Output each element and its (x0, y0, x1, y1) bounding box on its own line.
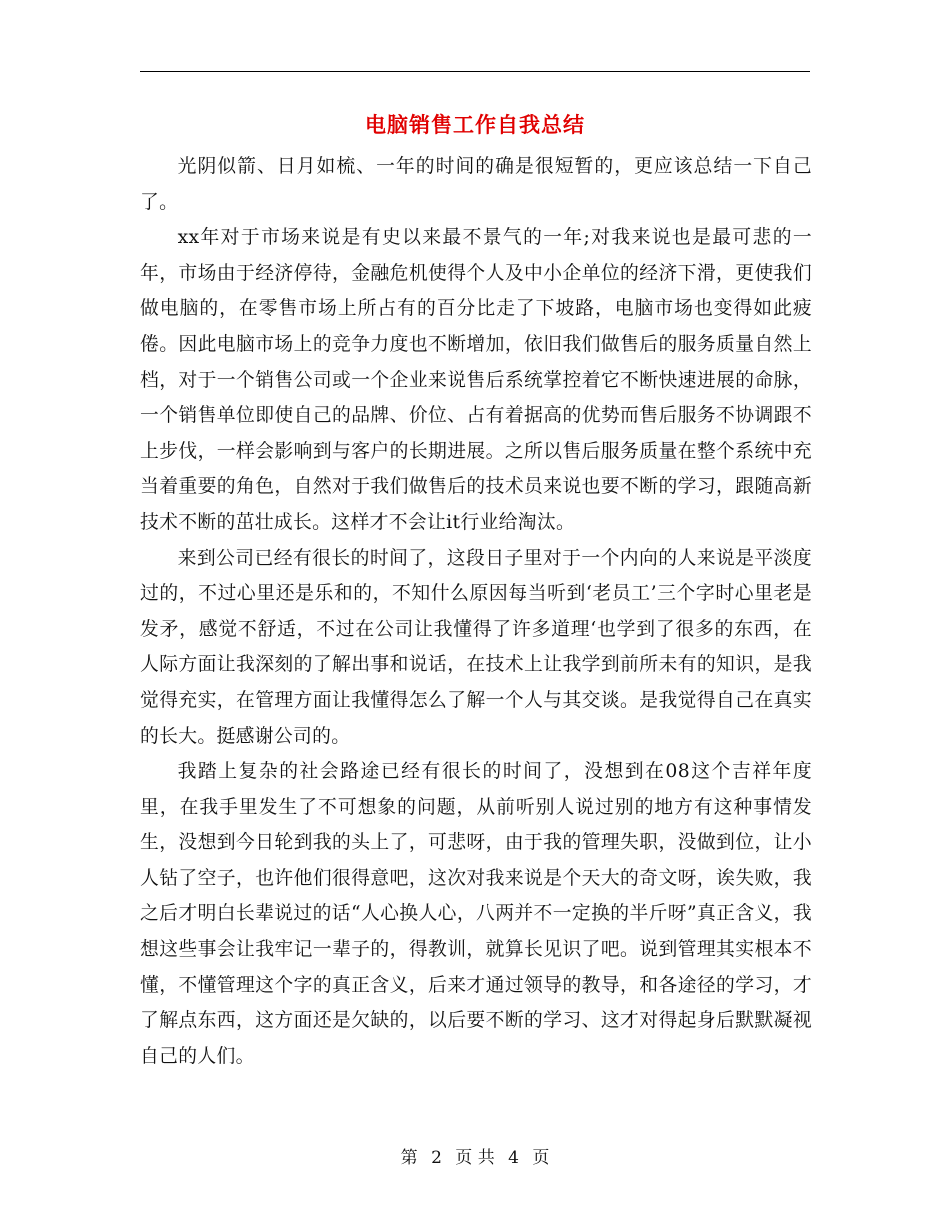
document-title: 电脑销售工作自我总结 (365, 112, 585, 137)
page-footer (0, 1145, 950, 1171)
footer-middle: 页 共 (455, 1148, 495, 1168)
paragraph-2: xx年对于市场来说是有史以来最不景气的一年;对我来说也是最可悲的一年，市场由于经济停待，金融危机使得个人及中小企单位的经济下滑，更使我们做电脑的，在零售市场上所占有的百分比走了下坡路，电脑市场也变得如此疲倦。因此电脑市场上的竞争力度也不断增加，依旧我们做售后的服务质量自然上档，对于一个销售公司或一个企业来说售后系统掌控着它不断快速进展的命脉，一个销售单位即使自己的品牌、价位、占有着据高的优势而售后服务不协调跟不上步伐，一样会影响到与客户的长期进展。之所以售后服务质量在整个系统中充当着重要的角色，自然对于我们做售后的技术员来说也要不断的学习，跟随高新技术不断的茁壮成长。这样才不会让it行业给淘汰。 (140, 227, 812, 533)
paragraph-1: 光阴似箭、日月如梳、一年的时间的确是很短暂的，更应该总结一下自己了。 (140, 156, 812, 213)
document-body (140, 149, 812, 1074)
header-rule (140, 71, 810, 72)
footer-page-number: 2 (431, 1148, 442, 1168)
footer-prefix: 第 (400, 1148, 418, 1168)
paragraph-4: 我踏上复杂的社会路途已经有很长的时间了，没想到在08这个吉祥年度里，在我手里发生了不可想象的问题，从前听别人说过别的地方有这种事情发生，没想到今日轮到我的头上了，可悲呀，由于我的管理失职，没做到位，让小人钻了空子，也许他们很得意吧，这次对我来说是个天大的奇文呀，诶失败，我之后才明白长辈说过的话“人心换人心，八两并不一定换的半斤呀”真正含义，我想这些事会让我牢记一辈子的，得教训，就算长见识了吧。说到管理其实根本不懂，不懂管理这个字的真正含义，后来才通过领导的教导，和各途径的学习，才了解点东西，这方面还是欠缺的，以后要不断的学习、这才对得起身后默默凝视自己的人们。 (140, 761, 812, 1067)
footer-suffix: 页 (532, 1148, 550, 1168)
footer-total-pages: 4 (508, 1148, 519, 1168)
paragraph-3: 来到公司已经有很长的时间了，这段日子里对于一个内向的人来说是平淡度过的，不过心里还是乐和的，不知什么原因每当听到‘老员工’三个字时心里老是发矛，感觉不舒适，不过在公司让我懂得了许多道理‘也学到了很多的东西，在人际方面让我深刻的了解出事和说话，在技术上让我学到前所未有的知识，是我觉得充实，在管理方面让我懂得怎么了解一个人与其交谈。是我觉得自己在真实的长大。挺感谢公司的。 (140, 547, 812, 747)
